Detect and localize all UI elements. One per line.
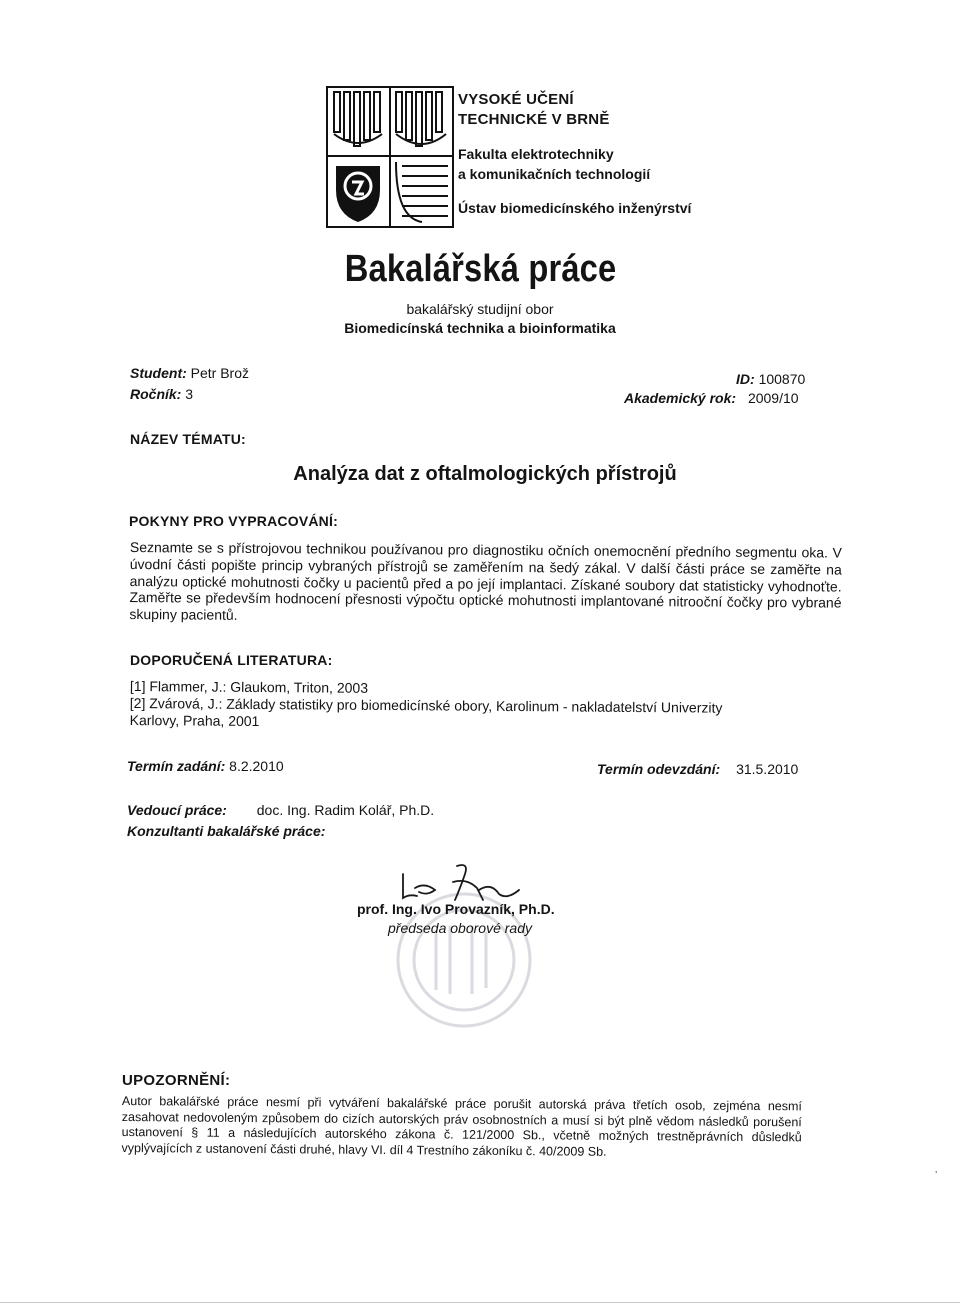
supervisor-row: [127, 801, 434, 819]
supervisor-name: doc. Ing. Radim Kolář, Ph.D.: [256, 802, 435, 818]
id-value: 100870: [758, 371, 806, 387]
notice-heading: UPOZORNĚNÍ:: [122, 1072, 231, 1089]
topic-heading: NÁZEV TÉMATU:: [130, 431, 246, 447]
literature-list: [130, 678, 830, 734]
year-label: Ročník:: [130, 386, 182, 402]
due-date-label: Termín odevzdání:: [597, 761, 721, 777]
signatory-role: předseda oborové rady: [388, 920, 532, 936]
student-row: [130, 364, 249, 382]
instructions-text: Seznamte se s přístrojovou technikou používanou pro diagnostiku očních onemocnění předního segmentu oka. V úvodní části popište princip vybraných přístrojů se zaměřením na šedý zákal. V další části práce se zaměřte na analýzu optické mohutnosti čočky u pacientů před a po její implantaci. Získané soubory dat statisticky vyhodnoťte. Zaměřte se především hodnocení přesnosti výpočtu optické mohutnosti implantované nitrooční čočky pro vybrané skupiny pacientů.: [129, 539, 842, 624]
due-date-value: 31.5.2010: [736, 761, 799, 777]
institute-name: Ústav biomedicínského inženýrství: [458, 200, 692, 216]
document-title: Bakalářská práce: [344, 248, 617, 290]
assigned-date-row: [127, 757, 284, 775]
academic-year-row: [624, 389, 799, 407]
scan-mark: ’: [935, 1170, 938, 1181]
assigned-date-value: 8.2.2010: [229, 758, 284, 774]
topic-title: Analýza dat z oftalmologických přístrojů: [293, 463, 677, 485]
university-line2: TECHNICKÉ V BRNĚ: [458, 111, 610, 128]
due-date-row: [597, 760, 798, 778]
consultants-row: [127, 822, 325, 840]
notice-text: Autor bakalářské práce nesmí při vytváření bakalářské práce porušit autorská práva třetích osob, zejména nesmí zasahovat nedovoleným způsobem do cizích autorských práv osobnostních a musí si být plně vědom následků porušení ustanovení § 11 a následujících autorského zákona č. 121/2000 Sb., včetně možných trestněprávních důsledků vyplývajících z ustanovení části druhé, hlavy VI. díl 4 Trestního zákoníku č. 40/2009 Sb.: [121, 1094, 802, 1159]
signatory-name: prof. Ing. Ivo Provazník, Ph.D.: [357, 901, 555, 917]
id-label: ID:: [736, 371, 755, 387]
consultants-label: Konzultanti bakalářské práce:: [127, 823, 326, 839]
academic-year-value: 2009/10: [747, 390, 799, 406]
faculty-name: [458, 144, 650, 184]
year-row: [130, 385, 193, 403]
instructions-heading: POKYNY PRO VYPRACOVÁNÍ:: [129, 513, 338, 529]
faculty-line1: Fakulta elektrotechniky: [458, 146, 614, 162]
literature-item-1: [1] Flammer, J.: Glaukom, Triton, 2003: [129, 678, 369, 696]
literature-item-2-cont: Karlovy, Praha, 2001: [129, 711, 260, 730]
scan-edge-line: [0, 1302, 960, 1303]
academic-year-label: Akademický rok:: [624, 390, 737, 406]
supervisor-label: Vedoucí práce:: [127, 802, 227, 818]
student-label: Student:: [130, 365, 187, 381]
literature-item-2: [2] Zvárová, J.: Základy statistiky pro biomedicínské obory, Karolinum - nakladatelství Univerzity: [129, 694, 723, 716]
university-logo: [326, 86, 454, 228]
study-programme-name: Biomedicínská technika a bioinformatika: [344, 320, 616, 336]
literature-heading: DOPORUČENÁ LITERATURA:: [130, 652, 333, 668]
year-value: 3: [185, 386, 194, 402]
university-name: [458, 90, 610, 130]
student-name: Petr Brož: [190, 365, 250, 381]
id-row: [736, 370, 805, 388]
assigned-date-label: Termín zadání:: [127, 758, 226, 774]
university-line1: VYSOKÉ UČENÍ: [458, 91, 574, 108]
faculty-line2: a komunikačních technologií: [458, 166, 651, 182]
study-programme-label: bakalářský studijní obor: [406, 301, 554, 317]
